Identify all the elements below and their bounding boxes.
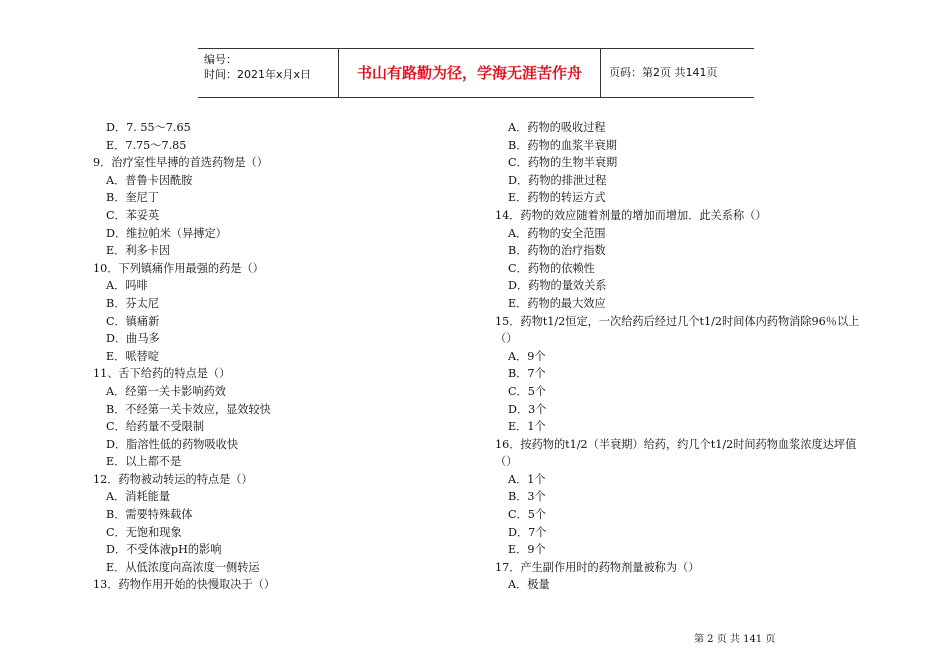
answer-option: C．镇痛新 (106, 314, 160, 328)
right-column (495, 119, 877, 594)
answer-option: B．药物的血浆半衰期 (508, 138, 617, 152)
answer-option: B．不经第一关卡效应，显效较快 (106, 402, 271, 416)
answer-option: B．需要特殊载体 (106, 508, 193, 522)
header-motto: 书山有路勤为径，学海无涯苦作舟 (339, 49, 601, 97)
question-text: （） (495, 455, 518, 469)
answer-option: A．消耗能量 (106, 490, 171, 504)
answer-option: A．经第一关卡影响药效 (106, 384, 226, 398)
answer-option: A．吗啡 (106, 279, 148, 293)
answer-option: A．药物的安全范围 (508, 226, 606, 240)
answer-option: C．5个 (508, 508, 547, 522)
question-text: 14．药物的效应随着剂量的增加而增加．此关系称（） (495, 208, 767, 222)
answer-option: A．药物的吸收过程 (508, 121, 606, 134)
answer-option: E．药物的最大效应 (508, 296, 606, 310)
left-column (93, 119, 423, 594)
answer-option: D．脂溶性低的药物吸收快 (106, 437, 239, 451)
answer-option: E．药物的转运方式 (508, 191, 606, 205)
answer-option: E．7.75～7.85 (106, 138, 187, 152)
answer-option: D．3个 (508, 402, 547, 416)
answer-option: C．无饱和现象 (106, 525, 182, 539)
header-meta (198, 49, 339, 97)
answer-option: E．哌替啶 (106, 349, 159, 363)
answer-option: D．维拉帕米（异搏定） (106, 226, 227, 240)
question-text: 12．药物被动转运的特点是（） (93, 472, 253, 486)
answer-option: B．奎尼丁 (106, 191, 159, 205)
answer-option: C．5个 (508, 384, 547, 398)
question-text: 15．药物t1/2恒定，一次给药后经过几个t1/2时间体内药物消除96％以上 (495, 314, 860, 328)
page-footer: 第 2 页 共 141 页 (694, 634, 776, 645)
header-page-label: 页码：第2页 共141页 (609, 66, 718, 79)
answer-option: B．芬太尼 (106, 296, 159, 310)
question-text: （） (495, 332, 518, 346)
answer-option: C．苯妥英 (106, 208, 160, 222)
answer-option: D．曲马多 (106, 332, 160, 346)
answer-option: C．药物的依赖性 (508, 261, 595, 275)
answer-option: E．1个 (508, 420, 546, 434)
answer-option: D．药物的量效关系 (508, 279, 607, 293)
answer-option: E．从低浓度向高浓度一侧转运 (106, 560, 260, 574)
answer-option: D．7. 55～7.65 (106, 121, 191, 134)
answer-option: C．给药量不受限制 (106, 420, 205, 434)
answer-option: E．9个 (508, 543, 546, 557)
question-text: 16．按药物的t1/2（半衰期）给药，约几个t1/2时间药物血浆浓度达坪值 (495, 437, 857, 451)
answer-option: E．以上都不是 (106, 455, 182, 469)
question-text: 9．治疗室性早搏的首选药物是（） (93, 156, 268, 170)
answer-option: B．药物的治疗指数 (508, 244, 606, 258)
question-text: 11、舌下给药的特点是（） (93, 367, 231, 381)
answer-option: B．7个 (508, 367, 546, 381)
question-text: 17．产生副作用时的药物剂量被称为（） (495, 560, 700, 574)
question-text: 13．药物作用开始的快慢取决于（） (93, 578, 276, 592)
answer-option: E．利多卡因 (106, 244, 171, 258)
answer-option: A．9个 (508, 349, 546, 363)
time-label: 时间：2021年x月x日 (204, 68, 312, 81)
answer-option: C．药物的生物半衰期 (508, 156, 618, 170)
question-text: 10．下列镇痛作用最强的药是（） (93, 261, 264, 275)
answer-option: A．普鲁卡因酰胺 (106, 173, 193, 187)
answer-option: A．1个 (508, 472, 546, 486)
number-label: 编号： (204, 53, 237, 66)
answer-option: D．7个 (508, 525, 547, 539)
answer-option: D．药物的排泄过程 (508, 173, 607, 187)
answer-option: A．极量 (508, 578, 550, 592)
answer-option: B．3个 (508, 490, 546, 504)
page-header (198, 48, 754, 98)
answer-option: D．不受体液pH的影响 (106, 543, 222, 557)
